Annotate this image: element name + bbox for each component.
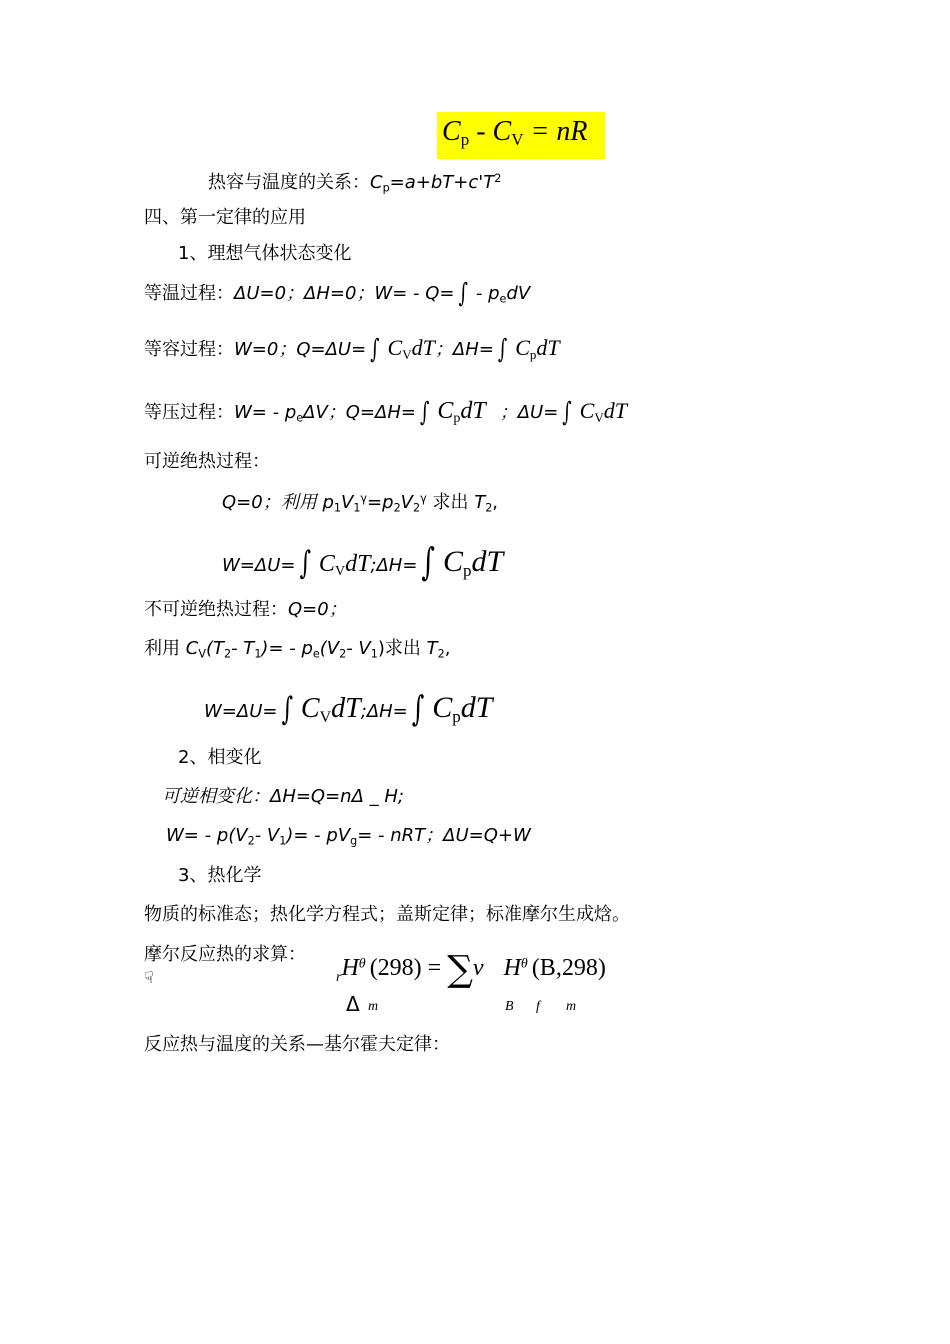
reversible-adiabatic-label: 可逆绝热过程： — [144, 451, 270, 472]
subsection-2-title: 2、相变化 — [178, 747, 262, 768]
nr-rhs: = nR — [530, 116, 588, 147]
v2: V — [400, 492, 413, 514]
cv-sub: V — [319, 708, 332, 726]
phase-part-a: W= - p(V — [166, 825, 248, 846]
ia-line3-b: ;ΔH= — [360, 701, 408, 722]
f-subscript: f — [536, 999, 540, 1014]
isothermal-pe-sub: e — [499, 292, 507, 306]
lhs-value: (298) = — [369, 955, 442, 981]
cv-symbol: C — [579, 398, 595, 423]
dt: dT — [331, 693, 361, 724]
isobaric-line — [144, 399, 627, 426]
ia-line3-a: W=ΔU= — [204, 701, 278, 722]
cp-symbol: C — [442, 545, 463, 578]
cv-symbol: C — [300, 693, 320, 724]
cv-sub: V — [594, 409, 604, 425]
dt: dT — [411, 335, 435, 360]
h-symbol: H — [341, 955, 359, 981]
t2-sub: 2 — [437, 647, 445, 661]
cp-sub: p — [452, 707, 461, 727]
rhs-value: (B,298) — [531, 955, 606, 981]
gamma: γ — [420, 492, 427, 505]
integral-sign: ∫ — [421, 541, 435, 585]
m-subscript-2: m — [566, 999, 577, 1014]
q-zero: Q=0； — [288, 599, 347, 620]
irreversible-adiabatic-line2 — [144, 640, 450, 660]
cv-symbol: C — [387, 335, 403, 360]
delta-symbol: Δ — [346, 992, 360, 1016]
phase-part-b: - V — [254, 825, 280, 846]
cv-symbol: C — [185, 638, 199, 659]
dt: dT — [460, 691, 493, 724]
integral-sign: ∫ — [458, 278, 468, 309]
isobaric-part3: ；ΔU= — [499, 402, 559, 423]
phase-part-c: )= - pV — [286, 825, 351, 846]
comma: , — [444, 638, 451, 659]
t2-sub: 2 — [223, 647, 232, 661]
isobaric-part2: ΔV；Q=ΔH= — [303, 402, 416, 423]
subsection-3-title: 3、热化学 — [178, 865, 262, 886]
dt: dT — [471, 545, 504, 578]
b-subscript: B — [505, 999, 514, 1014]
equals: = — [367, 492, 383, 514]
cv-sub: V — [402, 346, 412, 362]
ra-line2-b: ;ΔH= — [370, 555, 418, 576]
cp-sub: p — [453, 411, 461, 427]
theta-sup: θ — [520, 956, 528, 972]
close-paren-pe: )= - p — [261, 638, 313, 659]
isochoric-label: 等容过程： — [144, 339, 234, 360]
kirchhoff-law-label: 反应热与温度的关系—基尔霍夫定律： — [144, 1034, 450, 1055]
t2: T — [426, 638, 438, 659]
irreversible-adiabatic-line3 — [204, 688, 493, 730]
cv-sub: V — [334, 564, 346, 580]
integral-sign: ∫ — [281, 692, 293, 729]
dt: dT — [603, 398, 627, 423]
v1-sub: 1 — [279, 834, 287, 848]
isochoric-part2: ；ΔH= — [434, 339, 494, 360]
integral-sign: ∫ — [411, 688, 425, 730]
ra-line1-a: Q=0；利用 — [222, 492, 317, 514]
integral-sign: ∫ — [299, 546, 311, 583]
gamma: γ — [360, 492, 368, 505]
molar-reaction-heat-label: 摩尔反应热的求算： — [144, 944, 306, 965]
phase-change-line2 — [166, 827, 531, 847]
v1: V — [340, 492, 354, 514]
cv-symbol: C — [318, 551, 335, 577]
thermochem-topics: 物质的标准态；热化学方程式；盖斯定律；标准摩尔生成焓。 — [144, 904, 630, 925]
ra-line1-b: 求出 — [432, 492, 469, 514]
theta-sup: θ — [358, 956, 366, 972]
v-part: (V — [319, 638, 340, 659]
isochoric-part1: W=0；Q=ΔU= — [234, 339, 367, 360]
cv-subscript: V — [511, 130, 524, 150]
vg-sub: g — [350, 834, 358, 848]
isothermal-part1: ΔU=0；ΔH=0；W= - Q= — [234, 283, 455, 304]
minus-v: - V — [346, 638, 371, 659]
pointing-hand-icon: ☟ — [144, 968, 154, 987]
t-part: (T — [205, 638, 224, 659]
nu-symbol: ν — [472, 955, 484, 981]
p1: p — [322, 492, 334, 514]
irreversible-adiabatic-label: 不可逆绝热过程： — [144, 599, 288, 620]
ia-line2-a: 利用 — [144, 638, 180, 659]
cv-symbol: C — [492, 116, 512, 147]
dt: dT — [345, 551, 371, 577]
p2-sub: 2 — [393, 501, 401, 515]
cp-symbol: C — [432, 691, 453, 724]
cp-formula-sub: p — [382, 181, 390, 195]
cp-formula-c: C — [370, 172, 383, 194]
t2-sub: 2 — [485, 501, 493, 515]
isothermal-dv: dV — [506, 283, 531, 304]
cv-sub: V — [198, 647, 206, 661]
v2-sub: 2 — [339, 647, 347, 661]
isothermal-label: 等温过程： — [144, 283, 234, 304]
integral-sign: ∫ — [562, 397, 572, 428]
v2-sub: 2 — [413, 501, 421, 515]
irreversible-adiabatic-line1 — [144, 601, 347, 619]
phase-change-line1: 可逆相变化：ΔH=Q=nΔ _ H; — [162, 786, 404, 807]
cp-subscript: p — [460, 130, 470, 150]
heat-capacity-line — [208, 173, 501, 194]
dt: dT — [460, 398, 486, 424]
isobaric-label: 等压过程： — [144, 402, 234, 423]
cp-symbol: C — [515, 335, 530, 360]
v2-sub: 2 — [247, 834, 255, 848]
integral-sign: ∫ — [370, 334, 380, 365]
close2: )求出 — [377, 638, 421, 659]
v1-sub: 1 — [370, 647, 378, 661]
isothermal-pe: - p — [475, 283, 500, 304]
t2: T — [474, 492, 486, 514]
minus-t: - T — [231, 638, 255, 659]
section-4-title: 四、第一定律的应用 — [144, 207, 306, 228]
h-symbol: H — [503, 955, 521, 981]
m-subscript: m — [368, 999, 379, 1014]
v1-sub: 1 — [353, 501, 361, 515]
reversible-adiabatic-line1 — [222, 493, 498, 514]
integral-sign: ∫ — [419, 397, 430, 428]
cp-sub: p — [529, 346, 537, 362]
cp-sub: p — [462, 561, 472, 581]
sum-symbol: ∑ — [447, 949, 473, 990]
cp-formula-rest: =a+bT+c'T — [389, 172, 495, 194]
p1-sub: 1 — [333, 501, 341, 515]
heat-capacity-label: 热容与温度的关系： — [208, 172, 370, 194]
cp-symbol: C — [437, 398, 454, 424]
cp-symbol: C — [442, 116, 461, 147]
p2: p — [382, 492, 394, 514]
minus-sign: - — [476, 116, 486, 147]
t1-sub: 1 — [254, 647, 262, 661]
subsection-1-title: 1、理想气体状态变化 — [178, 243, 352, 264]
comma: , — [492, 492, 499, 514]
dt: dT — [536, 335, 560, 360]
cp-formula-sup: 2 — [494, 172, 502, 185]
ra-line2-a: W=ΔU= — [222, 555, 296, 576]
isobaric-pe-sub: e — [296, 411, 304, 425]
integral-sign: ∫ — [497, 334, 508, 365]
isochoric-line — [144, 334, 560, 365]
r-subscript: r — [336, 970, 342, 985]
pe-sub: e — [312, 647, 320, 661]
reaction-enthalpy-formula — [336, 949, 606, 990]
phase-part-d: = - nRT；ΔU=Q+W — [357, 825, 531, 846]
isothermal-line — [144, 278, 531, 309]
cp-cv-equation — [442, 118, 587, 148]
isobaric-part1: W= - p — [234, 402, 297, 423]
reversible-adiabatic-line2 — [222, 541, 504, 585]
